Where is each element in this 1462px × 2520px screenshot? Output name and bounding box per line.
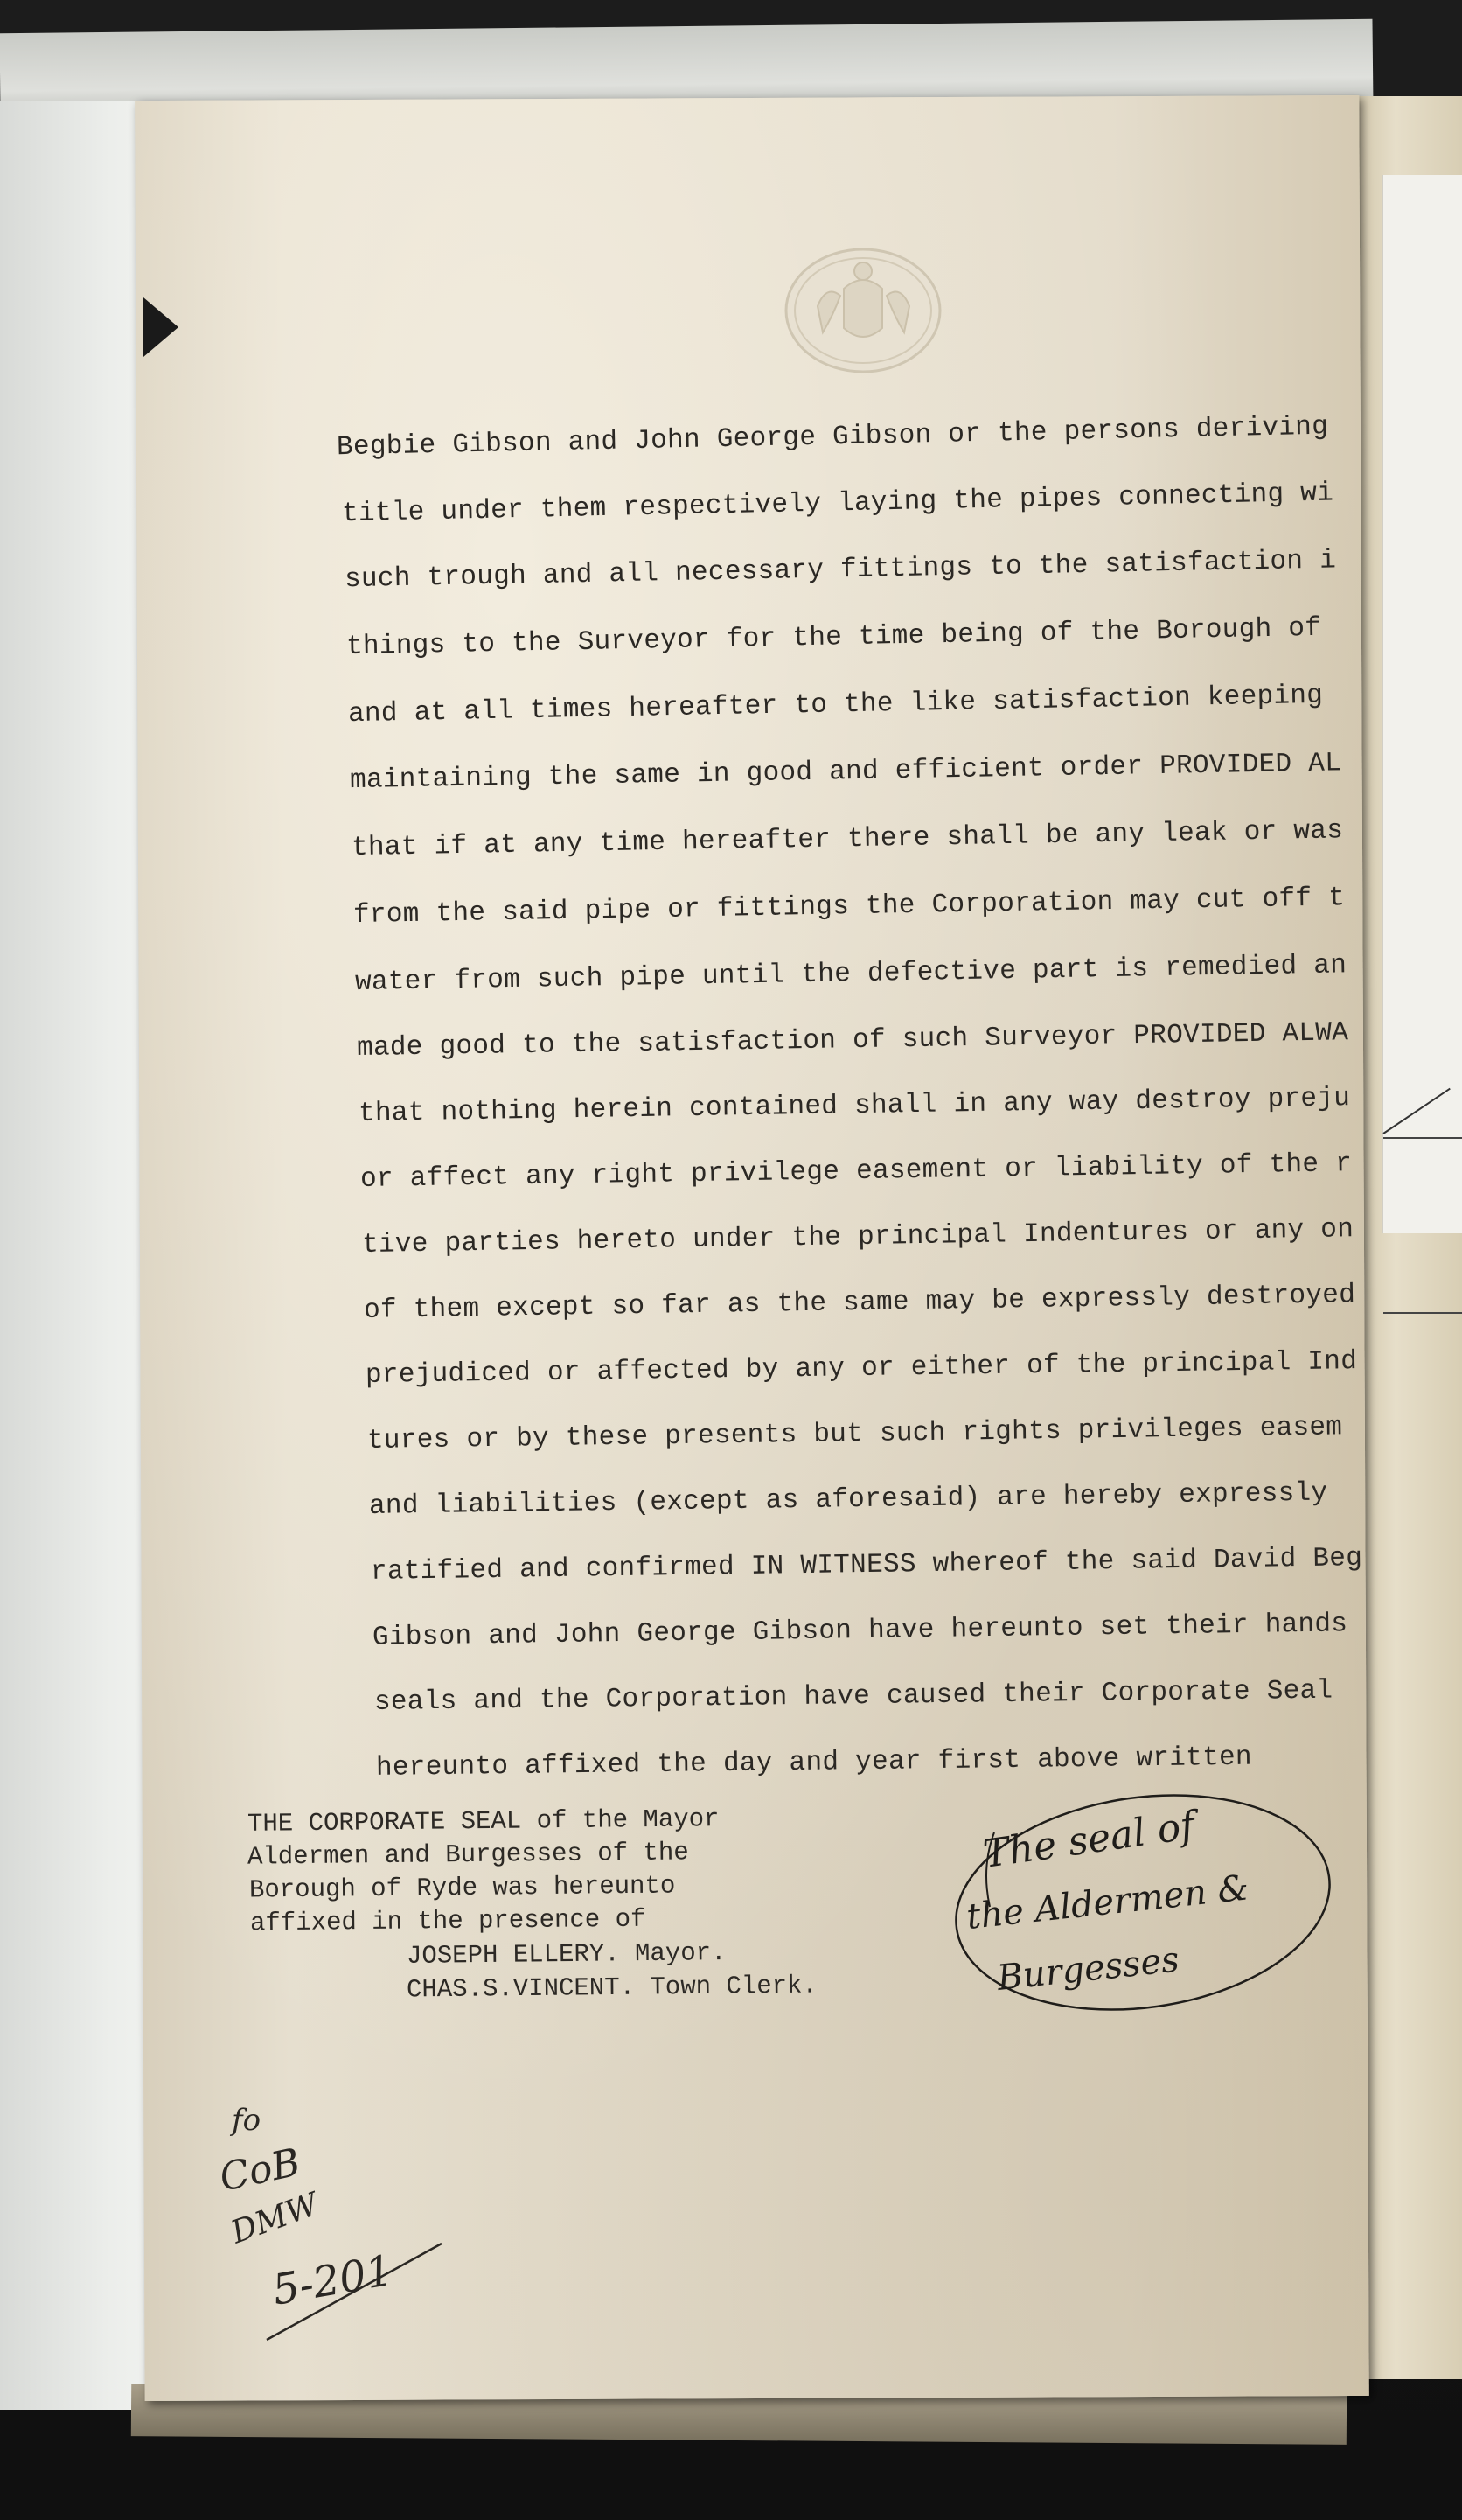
annotation-line: 5-201 <box>268 2245 397 2315</box>
body-line: from the said pipe or fittings the Corporation may cut off t <box>352 883 1346 932</box>
body-line: things to the Surveyor for the time being of the Borough of <box>345 612 1322 663</box>
body-line: that if at any time hereafter there shall be any leak or was <box>351 815 1344 864</box>
body-line: water from such pipe until the defective part is remedied an <box>354 950 1347 999</box>
attestation-line: THE CORPORATE SEAL of the Mayor <box>247 1804 720 1839</box>
body-line: made good to the satisfaction of such Surveyor PROVIDED ALWA <box>356 1017 1349 1065</box>
archive-pencil-annotation <box>214 2095 468 2349</box>
body-line: Gibson and John George Gibson have hereunto set their hands <box>372 1609 1348 1653</box>
body-line: and at all times hereafter to the like satisfaction keeping <box>347 680 1324 730</box>
attestation-line: CHAS.S.VINCENT. Town Clerk. <box>406 1971 818 2005</box>
body-line: tive parties hereto under the principal Indentures or any on <box>361 1214 1354 1260</box>
card-rule-line <box>1383 1137 1462 1139</box>
seal-inscription-line: The seal of <box>980 1803 1198 1877</box>
body-line: and liabilities (except as aforesaid) are hereby expressly <box>368 1477 1328 1522</box>
body-line: tures or by these presents but such rights privileges easem <box>366 1412 1343 1456</box>
attestation-line: Aldermen and Burgesses of the <box>247 1838 689 1872</box>
card-rule-line <box>1382 1088 1450 1134</box>
body-line: Begbie Gibson and John George Gibson or the persons deriving <box>336 411 1329 464</box>
annotation-line: DMW <box>226 2186 324 2251</box>
right-index-card <box>1382 175 1462 1233</box>
body-line: that nothing herein contained shall in any way destroy preju <box>358 1083 1351 1130</box>
annotation-line: fo <box>232 2103 261 2138</box>
card-rule-line <box>1383 1312 1462 1314</box>
seal-inscription-line: the Aldermen & <box>964 1867 1251 1937</box>
annotation-line: CoB <box>215 2140 304 2201</box>
body-line: hereunto affixed the day and year first above written <box>375 1742 1253 1784</box>
body-line: seals and the Corporation have caused their Corporate Seal <box>373 1675 1333 1718</box>
attestation-line: Borough of Ryde was hereunto <box>248 1871 676 1905</box>
handwritten-seal-oval <box>946 1784 1340 2021</box>
page-hole-notch <box>143 297 178 357</box>
body-line: title under them respectively laying the pipes connecting wi <box>341 478 1334 530</box>
body-line: prejudiced or affected by any or either of the principal Ind <box>365 1346 1358 1391</box>
body-line: maintaining the same in good and efficient order PROVIDED AL <box>349 748 1342 797</box>
attestation-line: affixed in the presence of <box>249 1904 646 1938</box>
body-line: ratified and confirmed IN WITNESS whereof the said David Beg <box>370 1543 1363 1588</box>
embossed-crest-seal <box>783 245 944 376</box>
body-line: of them except so far as the same may be expressly destroyed <box>363 1280 1356 1326</box>
body-line: such trough and all necessary fittings to the satisfaction i <box>344 545 1337 596</box>
seal-inscription-line: Burgesses <box>995 1939 1181 1999</box>
attestation-line: JOSEPH ELLERY. Mayor. <box>406 1938 727 1971</box>
body-line: or affect any right privilege easement or liability of the r <box>359 1148 1353 1196</box>
